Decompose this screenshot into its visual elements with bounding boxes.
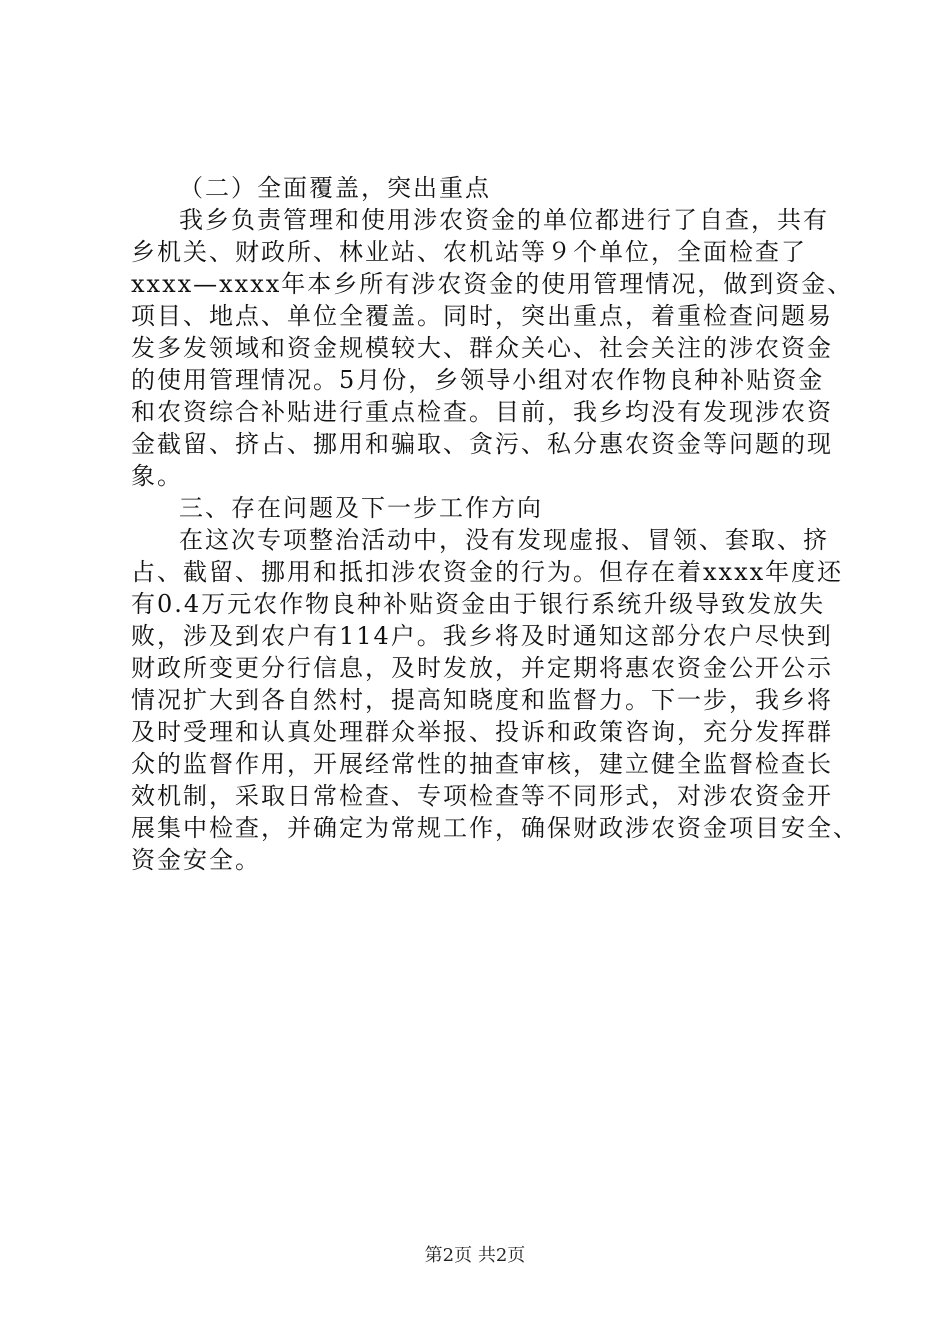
paragraph-line: 资金安全。 xyxy=(131,846,261,874)
paragraph-line: 众的监督作用，开展经常性的抽查审核，建立健全监督检查长 xyxy=(131,750,833,778)
section-heading-2: （二）全面覆盖，突出重点 xyxy=(179,174,491,202)
paragraph-line: 败，涉及到农户有114户。我乡将及时通知这部分农户尽快到 xyxy=(131,622,833,650)
paragraph-line: 和农资综合补贴进行重点检查。目前，我乡均没有发现涉农资 xyxy=(131,398,833,426)
paragraph-line: 象。 xyxy=(131,462,183,490)
paragraph-line: 展集中检查，并确定为常规工作，确保财政涉农资金项目安全、 xyxy=(131,814,859,842)
paragraph-line: 及时受理和认真处理群众举报、投诉和政策咨询，充分发挥群 xyxy=(131,718,833,746)
paragraph-line: 占、截留、挪用和抵扣涉农资金的行为。但存在着xxxx年度还 xyxy=(131,558,844,586)
paragraph-line: 的使用管理情况。5月份，乡领导小组对农作物良种补贴资金 xyxy=(131,366,825,394)
paragraph-line: 金截留、挤占、挪用和骗取、贪污、私分惠农资金等问题的现 xyxy=(131,430,833,458)
paragraph-line: 我乡负责管理和使用涉农资金的单位都进行了自查，共有 xyxy=(179,206,829,234)
paragraph-line: 项目、地点、单位全覆盖。同时，突出重点，着重检查问题易 xyxy=(131,302,833,330)
paragraph-line: 在这次专项整治活动中，没有发现虚报、冒领、套取、挤 xyxy=(179,526,829,554)
paragraph-line: xxxx—xxxx年本乡所有涉农资金的使用管理情况，做到资金、 xyxy=(131,270,854,298)
paragraph-line: 财政所变更分行信息，及时发放，并定期将惠农资金公开公示 xyxy=(131,654,833,682)
section-heading-3: 三、存在问题及下一步工作方向 xyxy=(179,494,543,522)
paragraph-line: 情况扩大到各自然村，提高知晓度和监督力。下一步，我乡将 xyxy=(131,686,833,714)
paragraph-line: 乡机关、财政所、林业站、农机站等９个单位，全面检查了 xyxy=(131,238,807,266)
paragraph-line: 发多发领域和资金规模较大、群众关心、社会关注的涉农资金 xyxy=(131,334,833,362)
paragraph-line: 有0.4万元农作物良种补贴资金由于银行系统升级导致发放失 xyxy=(131,590,826,618)
paragraph-line: 效机制，采取日常检查、专项检查等不同形式，对涉农资金开 xyxy=(131,782,833,810)
page-footer: 第2页 共2页 xyxy=(424,1245,526,1266)
